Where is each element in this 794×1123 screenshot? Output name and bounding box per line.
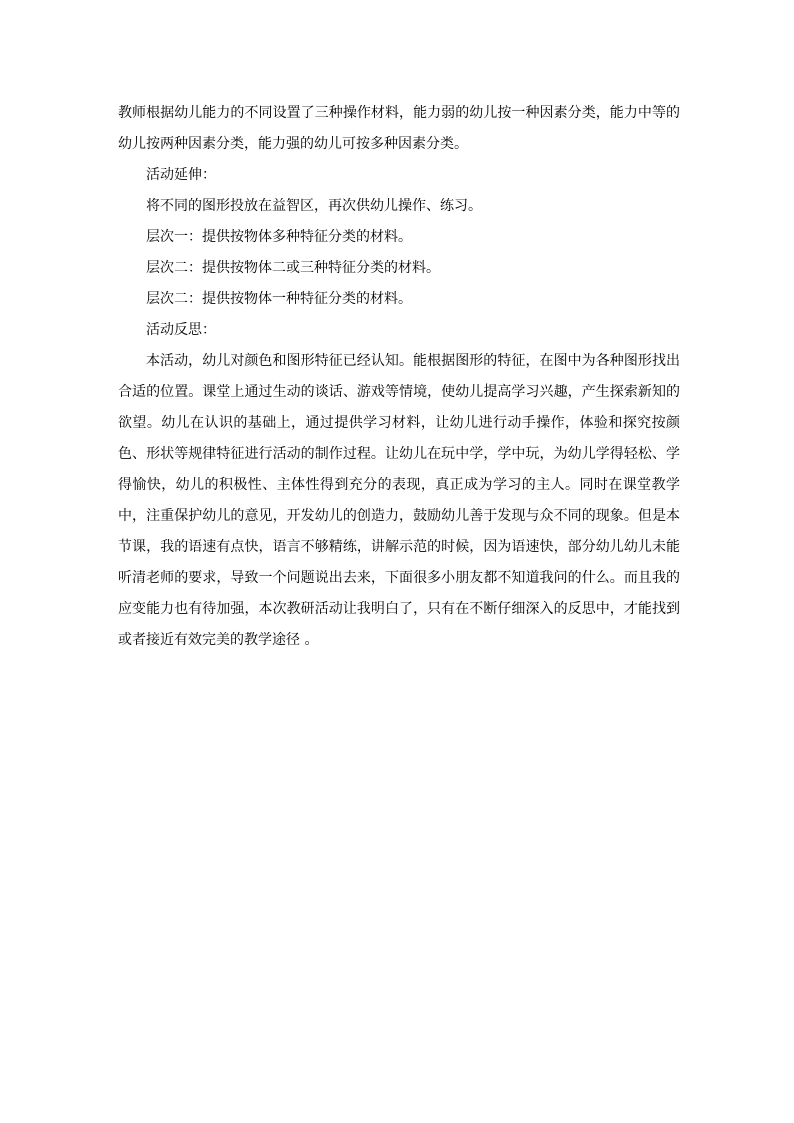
paragraph-reflection-body: 本活动，幼儿对颜色和图形特征已经认知。能根据图形的特征，在图中为各种图形找出合适的位置。课堂上通过生动的谈话、游戏等情境，使幼儿提高学习兴趣，产生探索新知的欲望。幼儿在认识的基础上，通过提供学习材料，让幼儿进行动手操作，体验和探究按颜色、形状等规律特征进行活动的制作过程。让幼儿在玩中学，学中玩，为幼儿学得轻松、学得愉快，幼儿的积极性、主体性得到充分的表现，真正成为学习的主人。同时在课堂教学中，注重保护幼儿的意见，开发幼儿的创造力，鼓励幼儿善于发现与众不同的现象。但是本节课，我的语速有点快，语言不够精练，讲解示范的时候，因为语速快，部分幼儿幼儿未能听清老师的要求，导致一个问题说出去来，下面很多小朋友都不知道我问的什么。而且我的应变能力也有待加强，本次教研活动让我明白了，只有在不断仔细深入的反思中，才能找到或者接近有效完美的教学途径 。 — [118, 353, 680, 648]
heading-activity-reflection: 活动反思： — [146, 322, 216, 338]
paragraph-materials-intro: 教师根据幼儿能力的不同设置了三种操作材料，能力弱的幼儿按一种因素分类，能力中等的幼儿按两种因素分类，能力强的幼儿可按多种因素分类。 — [118, 105, 680, 152]
document-body — [118, 98, 680, 656]
paragraph-extension-detail: 将不同的图形投放在益智区，再次供幼儿操作、练习。 — [146, 198, 482, 214]
level-item-3: 层次二：提供按物体一种特征分类的材料。 — [146, 291, 412, 307]
level-item-1: 层次一：提供按物体多种特征分类的材料。 — [146, 229, 412, 245]
heading-activity-extension: 活动延伸： — [146, 167, 216, 183]
level-item-2: 层次二：提供按物体二或三种特征分类的材料。 — [146, 260, 440, 276]
